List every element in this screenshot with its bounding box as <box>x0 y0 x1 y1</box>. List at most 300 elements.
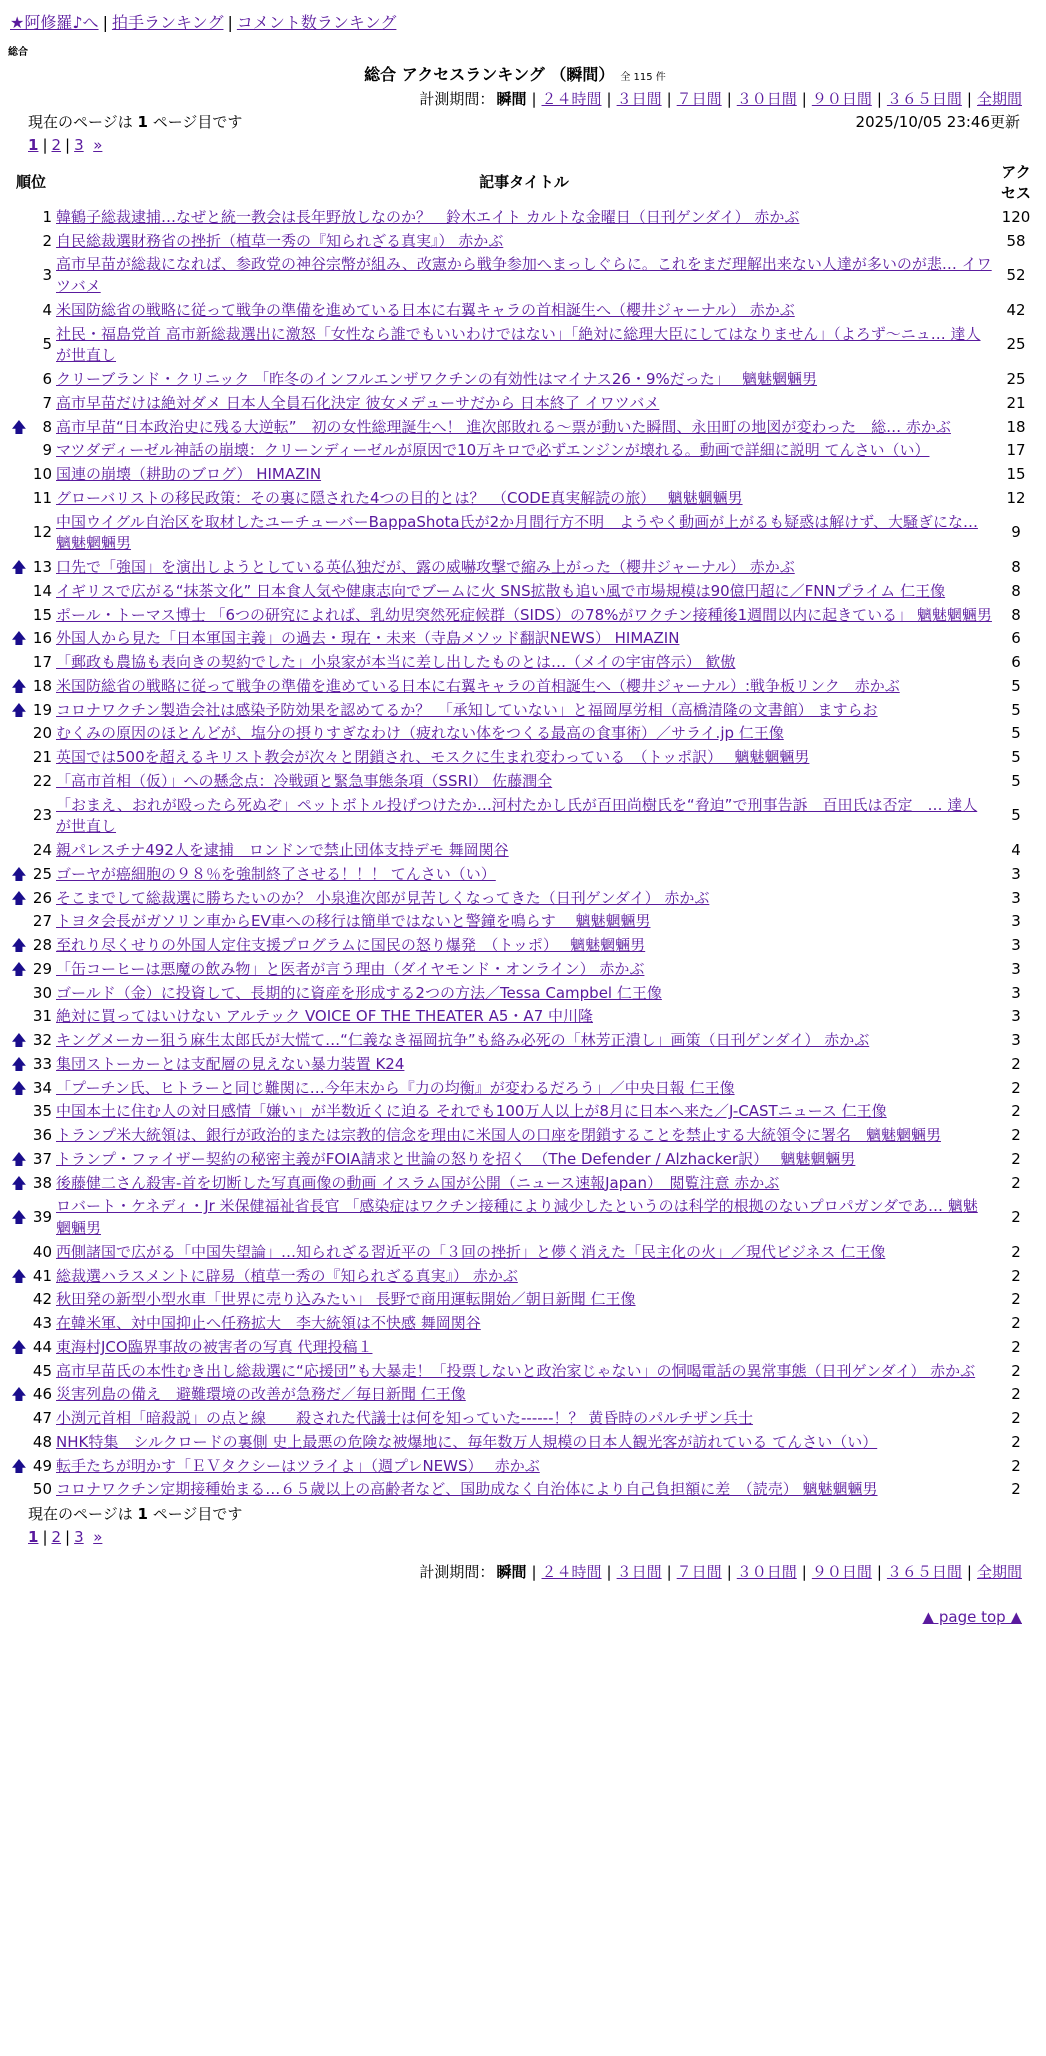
title-cell <box>54 958 994 982</box>
rank-change-cell <box>8 1288 30 1312</box>
access-count: 2 <box>1011 1337 1021 1356</box>
article-link[interactable]: 高市早苗“日本政治史に残る大逆転” 初の女性総理誕生へ！ 進次郎敗れる〜票が動いた瞬間、永田町の地図が変わった 総… 赤かぶ <box>56 417 951 436</box>
pager-current[interactable]: 1 <box>28 135 39 154</box>
article-link[interactable]: イギリスで広がる“抹茶文化” 日本食人気や健康志向でブームに火 SNS拡散も追い風で市場規模は90億円超に／FNNプライム 仁王像 <box>56 581 946 600</box>
rank-change-cell <box>8 487 30 511</box>
access-count: 3 <box>1011 888 1021 907</box>
title-cell <box>54 887 994 911</box>
table-row <box>8 722 1038 746</box>
rank-number: 19 <box>32 700 52 719</box>
article-link[interactable]: 東海村JCO臨界事故の被害者の写真 代理投稿１ <box>56 1337 373 1356</box>
title-cell <box>54 1312 994 1336</box>
pager-separator: | <box>42 135 48 154</box>
article-link[interactable]: トランプ米大統領は、銀行が政治的または宗教的信念を理由に米国人の口座を閉鎖することを禁止する大統領令に署名 魑魅魍魎男 <box>56 1126 942 1145</box>
table-row <box>8 1100 1038 1124</box>
rank-number: 45 <box>32 1361 52 1380</box>
up-arrow-icon: 🡅 <box>11 1337 27 1356</box>
period-label: 計測期間： <box>419 1563 495 1582</box>
rank-number: 27 <box>32 912 52 931</box>
table-row <box>8 1431 1038 1455</box>
rank-change-cell <box>8 934 30 958</box>
access-count: 3 <box>1011 864 1021 883</box>
table-row <box>8 416 1038 440</box>
page-info-number: 1 <box>137 112 148 131</box>
rank-number: 36 <box>32 1126 52 1145</box>
period-link[interactable]: 全期間 <box>976 1563 1022 1582</box>
article-link[interactable]: 米国防総省の戦略に従って戦争の準備を進めている日本に右翼キャラの首相誕生へ（櫻井ジャーナル）:戦争板リンク 赤かぶ <box>56 676 900 695</box>
title-cell <box>54 1100 994 1124</box>
period-separator: | <box>966 89 972 108</box>
up-arrow-icon: 🡅 <box>11 1456 27 1475</box>
pager-current[interactable]: 1 <box>28 1528 39 1547</box>
rank-change-cell <box>8 230 30 254</box>
article-link[interactable]: 集団ストーカーとは支配層の見えない暴力装置 K24 <box>56 1054 405 1073</box>
up-arrow-icon: 🡅 <box>11 676 27 695</box>
article-link[interactable]: ポール・トーマス博士 「6つの研究によれば、乳幼児突然死症候群（SIDS）の78%がワクチン接種後1週間以内に起きている」 魑魅魍魎男 <box>56 605 992 624</box>
article-link[interactable]: クリーブランド・クリニック 「昨冬のインフルエンザワクチンの有効性はマイナス26・9%だった」 魑魅魍魎男 <box>56 370 818 389</box>
title-cell <box>54 556 994 580</box>
page-info-number: 1 <box>137 1505 148 1524</box>
period-link[interactable]: ７日間 <box>676 89 722 108</box>
table-row <box>8 368 1038 392</box>
article-link[interactable]: 後藤健二さん殺害-首を切断した写真画像の動画 イスラム国が公開（ニュース速報Japan） 閲覧注意 赤かぶ <box>56 1173 780 1192</box>
rank-number: 25 <box>32 864 52 883</box>
rank-change-cell <box>8 604 30 628</box>
access-count: 3 <box>1011 936 1021 955</box>
article-link[interactable]: 総裁選ハラスメントに辟易（植草一秀の『知られざる真実』） 赤かぶ <box>56 1266 518 1285</box>
title-cell <box>54 770 994 794</box>
article-link[interactable]: 至れり尽くせりの外国人定住支援プログラムに国民の怒り爆発 （トッポ） 魑魅魍魎男 <box>56 936 646 955</box>
period-link[interactable]: ３日間 <box>616 1563 662 1582</box>
title-cell <box>54 699 994 723</box>
rank-change-cell <box>8 863 30 887</box>
title-cell <box>54 722 994 746</box>
rank-number: 33 <box>32 1054 52 1073</box>
rank-change-cell <box>8 206 30 230</box>
article-link[interactable]: 社民・福島党首 高市新総裁選出に激怒「女性なら誰でもいいわけではない」「絶対に総理大臣にしてはなりません」（よろず〜ニュ… 達人が世直し <box>56 324 981 365</box>
rank-change-cell <box>8 253 30 299</box>
title-cell <box>54 1077 994 1101</box>
rank-change-cell <box>8 439 30 463</box>
table-row <box>8 887 1038 911</box>
rank-number: 44 <box>32 1337 52 1356</box>
table-row <box>8 651 1038 675</box>
table-row <box>8 253 1038 299</box>
table-row <box>8 1455 1038 1479</box>
pager-link[interactable]: 3 <box>74 1528 84 1547</box>
table-row <box>8 439 1038 463</box>
title-cell <box>54 1029 994 1053</box>
title-cell <box>54 416 994 440</box>
rank-change-cell <box>8 1100 30 1124</box>
period-separator: | <box>726 1563 732 1582</box>
article-link[interactable]: 米国防総省の戦略に従って戦争の準備を進めている日本に右翼キャラの首相誕生へ（櫻井ジャーナル） 赤かぶ <box>56 300 795 319</box>
access-count: 6 <box>1011 653 1021 672</box>
rank-change-cell <box>8 699 30 723</box>
period-current: 瞬間 <box>496 1563 527 1582</box>
rank-change-cell <box>8 627 30 651</box>
period-link[interactable]: ３０日間 <box>736 89 797 108</box>
rank-change-cell <box>8 1407 30 1431</box>
rank-number: 9 <box>42 441 52 460</box>
article-link[interactable]: 西側諸国で広がる「中国失望論」…知られざる習近平の「３回の挫折」と儚く消えた「民主化の火」／現代ビジネス 仁王像 <box>56 1242 886 1261</box>
period-link[interactable]: ３０日間 <box>736 1563 797 1582</box>
table-row <box>8 392 1038 416</box>
article-link[interactable]: 中国本土に住む人の対日感情「嫌い」が半数近くに迫る それでも100万人以上が8月に日本へ来た／J-CASTニュース 仁王像 <box>56 1102 887 1121</box>
title-cell <box>54 206 994 230</box>
access-count: 2 <box>1011 1242 1021 1261</box>
access-count: 42 <box>1006 300 1026 319</box>
article-link[interactable]: トヨタ会長がガソリン車からEV車への移行は簡単ではないと警鐘を鳴らす 魑魅魍魎男 <box>56 912 651 931</box>
table-row <box>8 1478 1038 1502</box>
table-row <box>8 206 1038 230</box>
access-count: 120 <box>1001 207 1031 226</box>
rank-number: 43 <box>32 1314 52 1333</box>
up-arrow-icon: 🡅 <box>11 1054 27 1073</box>
article-link[interactable]: コロナワクチン定期接種始まる…６５歳以上の高齢者など、国助成なく自治体により自己負担額に差 （読売） 魑魅魍魎男 <box>56 1480 878 1499</box>
ranking-count: 全 115 件 <box>620 72 666 84</box>
up-arrow-icon: 🡅 <box>11 936 27 955</box>
up-arrow-icon: 🡅 <box>11 1149 27 1168</box>
pager-link[interactable]: 3 <box>74 135 84 154</box>
rank-number: 40 <box>32 1242 52 1261</box>
table-row <box>8 1241 1038 1265</box>
rank-change-cell <box>8 1383 30 1407</box>
rank-number: 16 <box>32 629 52 648</box>
article-link[interactable]: 韓鶴子総裁逮捕…なぜと統一教会は長年野放しなのか？ 鈴木エイト カルトな金曜日（日刊ゲンダイ） 赤かぶ <box>56 207 800 226</box>
article-link[interactable]: マツダディーゼル神話の崩壊：クリーンディーゼルが原因で10万キロで必ずエンジンが壊れる。動画で詳細に説明 てんさい（い） <box>56 441 930 460</box>
access-count: 25 <box>1006 335 1026 354</box>
period-link[interactable]: ３６５日間 <box>886 89 962 108</box>
rank-number: 3 <box>42 266 52 285</box>
table-row <box>8 1312 1038 1336</box>
rank-number: 5 <box>42 335 52 354</box>
access-count: 52 <box>1006 266 1026 285</box>
rank-change-cell <box>8 1195 30 1241</box>
access-count: 2 <box>1011 1208 1021 1227</box>
article-link[interactable]: 「プーチン氏、ヒトラーと同じ難関に…今年末から『力の均衡』が変わるだろう」／中央日報 仁王像 <box>56 1078 735 1097</box>
comment-ranking-link[interactable]: コメント数ランキング <box>236 13 397 32</box>
article-link[interactable]: 親パレスチナ492人を逮捕 ロンドンで禁止団体支持デモ 舞岡関谷 <box>56 841 509 860</box>
article-link[interactable]: 災害列島の備え 避難環境の改善が急務だ／毎日新聞 仁王像 <box>56 1385 466 1404</box>
access-count: 3 <box>1011 959 1021 978</box>
rank-number: 32 <box>32 1031 52 1050</box>
pager-separator: | <box>65 135 71 154</box>
rank-change-cell <box>8 722 30 746</box>
pager-link[interactable]: 2 <box>51 1528 62 1547</box>
title-cell <box>54 392 994 416</box>
rank-number: 29 <box>32 959 52 978</box>
article-link[interactable]: 「缶コーヒーは悪魔の飲み物」と医者が言う理由（ダイヤモンド・オンライン） 赤かぶ <box>56 959 645 978</box>
rank-change-cell <box>8 463 30 487</box>
table-row <box>8 770 1038 794</box>
access-count: 12 <box>1006 488 1026 507</box>
period-separator: | <box>966 1563 972 1582</box>
article-link[interactable]: 外国人から見た「日本軍国主義」の過去・現在・未来（寺島メソッド翻訳NEWS） HIMAZIN <box>56 629 680 648</box>
table-row <box>8 511 1038 557</box>
access-count: 4 <box>1011 841 1021 860</box>
page-info-suffix: ページ目です <box>152 1505 243 1524</box>
up-arrow-icon: 🡅 <box>11 888 27 907</box>
period-separator: | <box>876 89 882 108</box>
access-count: 2 <box>1011 1173 1021 1192</box>
access-count: 8 <box>1011 558 1021 577</box>
updated-time: 2025/10/05 23:46更新 <box>855 112 1020 131</box>
access-count: 5 <box>1011 748 1021 767</box>
up-arrow-icon: 🡅 <box>11 1173 27 1192</box>
article-link[interactable]: 「高市首相（仮）」への懸念点：冷戦頭と緊急事態条項（SSRI） 佐藤潤全 <box>56 771 553 790</box>
access-count: 2 <box>1011 1432 1021 1451</box>
table-row <box>8 463 1038 487</box>
title-cell <box>54 463 994 487</box>
title-cell <box>54 982 994 1006</box>
access-count: 58 <box>1006 231 1026 250</box>
article-link[interactable]: そこまでして総裁選に勝ちたいのか？ 小泉進次郎が見苦しくなってきた（日刊ゲンダイ） 赤かぶ <box>56 888 710 907</box>
rank-number: 30 <box>32 983 52 1002</box>
article-link[interactable]: 高市早苗氏の本性むき出し総裁選に“応援団”も大暴走！「投票しないと政治家じゃない」の恫喝電話の異常事態（日刊ゲンダイ） 赤かぶ <box>56 1361 976 1380</box>
pager-separator: | <box>42 1528 48 1547</box>
period-separator: | <box>726 89 732 108</box>
pager-bottom <box>8 1527 1022 1548</box>
period-link[interactable]: ２４時間 <box>541 1563 602 1582</box>
home-link[interactable]: ★阿修羅♪へ <box>10 13 99 32</box>
page-info-prefix: 現在のページは <box>28 1505 133 1524</box>
title-cell <box>54 511 994 557</box>
title-cell <box>54 604 994 628</box>
access-count: 5 <box>1011 676 1021 695</box>
article-link[interactable]: 「おまえ、おれが殴ったら死ぬぞ」ペットボトル投げつけたか…河村たかし氏が百田尚樹氏を“脅迫”で刑事告訴 百田氏は否定 … 達人が世直し <box>56 795 978 836</box>
rank-number: 35 <box>32 1102 52 1121</box>
rank-change-cell <box>8 1478 30 1502</box>
title-cell <box>54 299 994 323</box>
table-row <box>8 1005 1038 1029</box>
title-cell <box>54 675 994 699</box>
title-cell <box>54 651 994 675</box>
period-link[interactable]: ７日間 <box>676 1563 722 1582</box>
ranking-table <box>8 160 1038 1502</box>
rank-change-cell <box>8 1172 30 1196</box>
table-row <box>8 910 1038 934</box>
title-cell <box>54 253 994 299</box>
period-separator: | <box>606 89 612 108</box>
rank-change-cell <box>8 1431 30 1455</box>
table-row <box>8 580 1038 604</box>
rank-number: 34 <box>32 1078 52 1097</box>
article-link[interactable]: コロナワクチン製造会社は感染予防効果を認めてるか？ 「承知していない」と福岡厚労相（高橋清隆の文書館） ますらお <box>56 700 878 719</box>
hakushu-ranking-link[interactable]: 拍手ランキング <box>111 13 224 32</box>
rank-number: 14 <box>32 581 52 600</box>
table-row <box>8 934 1038 958</box>
page-info <box>28 112 242 133</box>
access-count: 8 <box>1011 581 1021 600</box>
up-arrow-icon: 🡅 <box>11 629 27 648</box>
page-info-row <box>8 112 1022 133</box>
period-separator: | <box>876 1563 882 1582</box>
article-link[interactable]: 高市早苗だけは絶対ダメ 日本人全員石化決定 彼女メデューサだから 日本終了 イワツバメ <box>56 393 660 412</box>
rank-change-cell <box>8 323 30 369</box>
article-link[interactable]: 小渕元首相「暗殺説」の点と線 殺された代議士は何を知っていた------！？ 黄昏時のパルチザン兵士 <box>56 1409 753 1428</box>
table-row <box>8 1265 1038 1289</box>
rank-change-cell <box>8 1053 30 1077</box>
up-arrow-icon: 🡅 <box>11 700 27 719</box>
article-link[interactable]: 国連の崩壊（耕助のブログ） HIMAZIN <box>56 465 322 484</box>
access-count: 5 <box>1011 771 1021 790</box>
table-row <box>8 604 1038 628</box>
article-link[interactable]: 絶対に買ってはいけない アルテック VOICE OF THE THEATER A5・A7 中川隆 <box>56 1007 593 1026</box>
access-count: 15 <box>1006 465 1026 484</box>
up-arrow-icon: 🡅 <box>11 558 27 577</box>
period-link[interactable]: ９０日間 <box>811 89 872 108</box>
rank-change-cell <box>8 746 30 770</box>
rank-number: 12 <box>32 523 52 542</box>
title-cell <box>54 1053 994 1077</box>
article-link[interactable]: むくみの原因のほとんどが、塩分の摂りすぎなわけ（疲れない体をつくる最高の食事術）／サライ.jp 仁王像 <box>56 724 784 743</box>
access-count: 2 <box>1011 1385 1021 1404</box>
rank-number: 11 <box>32 488 52 507</box>
period-separator: | <box>801 89 807 108</box>
table-row <box>8 839 1038 863</box>
rank-number: 17 <box>32 653 52 672</box>
pager-next[interactable]: » <box>93 135 103 154</box>
title-cell <box>54 1478 994 1502</box>
period-selector-bottom <box>8 1562 1022 1583</box>
nav-separator: | <box>227 13 233 32</box>
access-count: 2 <box>1011 1456 1021 1475</box>
table-row <box>8 627 1038 651</box>
table-row <box>8 299 1038 323</box>
rank-number: 37 <box>32 1149 52 1168</box>
rank-number: 47 <box>32 1409 52 1428</box>
article-link[interactable]: 口先で「強国」を演出しようとしている英仏独だが、露の威嚇攻撃で縮み上がった（櫻井ジャーナル） 赤かぶ <box>56 558 795 577</box>
rank-change-cell <box>8 511 30 557</box>
title-cell <box>54 1124 994 1148</box>
article-link[interactable]: 中国ウイグル自治区を取材したユーチューバーBappaShota氏が2か月間行方不明 ようやく動画が上がるも疑惑は解けず、大騒ぎにな… 魑魅魍魎男 <box>56 512 978 553</box>
rank-number: 23 <box>32 806 52 825</box>
rank-number: 7 <box>42 393 52 412</box>
table-row <box>8 1383 1038 1407</box>
up-arrow-icon: 🡅 <box>11 959 27 978</box>
table-row <box>8 556 1038 580</box>
rank-number: 21 <box>32 748 52 767</box>
rank-change-cell <box>8 1455 30 1479</box>
table-row <box>8 863 1038 887</box>
rank-change-cell <box>8 1124 30 1148</box>
article-link[interactable]: 英国では500を超えるキリスト教会が次々と閉鎖され、モスクに生まれ変わっている （トッポ訳） 魑魅魍魎男 <box>56 748 810 767</box>
period-separator: | <box>666 89 672 108</box>
title-cell <box>54 1148 994 1172</box>
up-arrow-icon: 🡅 <box>11 1031 27 1050</box>
access-count: 25 <box>1006 370 1026 389</box>
rank-change-cell <box>8 1265 30 1289</box>
access-count: 2 <box>1011 1290 1021 1309</box>
access-count: 3 <box>1011 1031 1021 1050</box>
article-link[interactable]: 自民総裁選財務省の挫折（植草一秀の『知られざる真実』） 赤かぶ <box>56 231 504 250</box>
table-row <box>8 675 1038 699</box>
article-link[interactable]: 「郵政も農協も表向きの契約でした」小泉家が本当に差し出したものとは…（メイの宇宙啓示） 歓傲 <box>56 653 736 672</box>
page-info-prefix: 現在のページは <box>28 112 133 131</box>
rank-number: 24 <box>32 841 52 860</box>
article-link[interactable]: 秋田発の新型小型水車「世界に売り込みたい」 長野で商用運転開始／朝日新聞 仁王像 <box>56 1290 636 1309</box>
period-link[interactable]: 全期間 <box>976 89 1022 108</box>
title-cell <box>54 627 994 651</box>
period-separator: | <box>666 1563 672 1582</box>
title-cell <box>54 1241 994 1265</box>
rank-change-cell <box>8 1336 30 1360</box>
access-count: 2 <box>1011 1361 1021 1380</box>
period-link[interactable]: ３日間 <box>616 89 662 108</box>
rank-number: 41 <box>32 1266 52 1285</box>
page-info-suffix: ページ目です <box>152 112 243 131</box>
title-cell <box>54 1288 994 1312</box>
access-count: 17 <box>1006 441 1026 460</box>
access-count: 2 <box>1011 1102 1021 1121</box>
rank-number: 15 <box>32 605 52 624</box>
article-link[interactable]: 在韓米軍、対中国抑止へ任務拡大 李大統領は不快感 舞岡関谷 <box>56 1314 481 1333</box>
up-arrow-icon: 🡅 <box>11 1208 27 1227</box>
title-cell <box>54 368 994 392</box>
period-separator: | <box>531 89 537 108</box>
article-link[interactable]: グローバリストの移民政策：その裏に隠された4つの目的とは？ （CODE真実解読の旅） 魑魅魍魎男 <box>56 488 743 507</box>
period-link[interactable]: ２４時間 <box>541 89 602 108</box>
rank-number: 48 <box>32 1432 52 1451</box>
pager-next[interactable]: » <box>93 1528 103 1547</box>
rank-number: 28 <box>32 936 52 955</box>
pager-separator: | <box>65 1528 71 1547</box>
rank-change-cell <box>8 839 30 863</box>
table-row <box>8 794 1038 840</box>
rank-change-cell <box>8 982 30 1006</box>
period-link[interactable]: ３６５日間 <box>886 1563 962 1582</box>
article-link[interactable]: 転手たちが明かす「ＥＶタクシーはツライよ」（週プレNEWS） 赤かぶ <box>56 1456 540 1475</box>
pager <box>8 135 1022 156</box>
period-separator: | <box>801 1563 807 1582</box>
table-row <box>8 1407 1038 1431</box>
title-cell <box>54 863 994 887</box>
title-cell <box>54 487 994 511</box>
rank-change-cell <box>8 1077 30 1101</box>
article-link[interactable]: トランプ・ファイザー契約の秘密主義がFOIA請求と世論の怒りを招く （The Defender / Alzhacker訳） 魑魅魍魎男 <box>56 1149 856 1168</box>
period-link[interactable]: ９０日間 <box>811 1563 872 1582</box>
access-count: 3 <box>1011 983 1021 1002</box>
up-arrow-icon: 🡅 <box>11 864 27 883</box>
period-selector <box>8 89 1022 110</box>
page-top-link[interactable]: ▲ page top ▲ <box>922 1608 1022 1627</box>
title-cell <box>54 230 994 254</box>
rank-change-cell <box>8 416 30 440</box>
table-row <box>8 699 1038 723</box>
article-link[interactable]: キングメーカー狙う麻生太郎氏が大慌て…“仁義なき福岡抗争”も絡み必死の「林芳正潰し」画策（日刊ゲンダイ） 赤かぶ <box>56 1031 870 1050</box>
article-link[interactable]: ロバート・ケネディ・Jr 米保健福祉省長官 「感染症はワクチン接種により減少したというのは科学的根拠のないプロパガンダであ… 魑魅魍魎男 <box>56 1197 978 1238</box>
rank-change-cell <box>8 556 30 580</box>
title-cell <box>54 910 994 934</box>
rank-number: 50 <box>32 1480 52 1499</box>
access-count: 2 <box>1011 1409 1021 1428</box>
rank-number: 22 <box>32 771 52 790</box>
rank-change-cell <box>8 887 30 911</box>
article-link[interactable]: ゴールド（金）に投資して、長期的に資産を形成する2つの方法／Tessa Campbel 仁王像 <box>56 983 662 1002</box>
title-cell <box>54 1005 994 1029</box>
article-link[interactable]: ゴーヤが癌細胞の９８％を強制終了させる！！！ てんさい（い） <box>56 864 496 883</box>
article-link[interactable]: NHK特集 シルクロードの裏側 史上最悪の危険な被爆地に、毎年数万人規模の日本人観光客が訪れている てんさい（い） <box>56 1432 878 1451</box>
table-row <box>8 1288 1038 1312</box>
title-cell <box>54 1383 994 1407</box>
title-header: 記事タイトル <box>479 173 569 192</box>
access-count: 6 <box>1011 629 1021 648</box>
page-top-row <box>8 1607 1022 1628</box>
article-link[interactable]: 高市早苗が総裁になれば、参政党の神谷宗幣が組み、改憲から戦争参加へまっしぐらに。これをまだ理解出来ない人達が多いのが悲… イワツバメ <box>56 255 992 296</box>
pager-link[interactable]: 2 <box>51 135 62 154</box>
rank-number: 39 <box>32 1208 52 1227</box>
